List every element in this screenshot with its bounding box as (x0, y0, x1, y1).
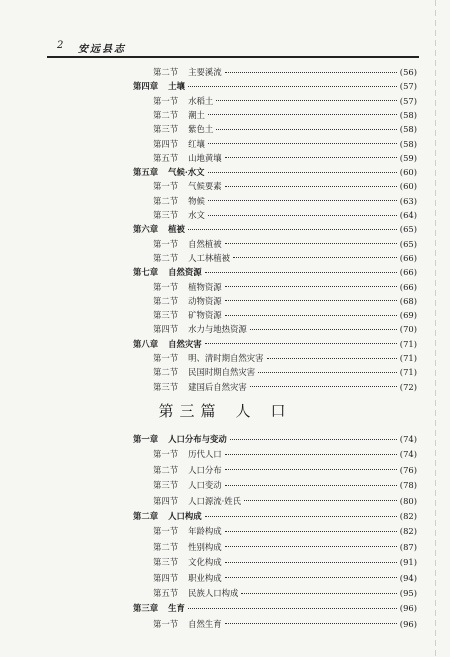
page-header (47, 40, 419, 58)
toc-section-row (153, 65, 417, 79)
toc-chapter-row (133, 432, 417, 446)
toc-title: 植物资源 (188, 281, 222, 292)
toc-title: 红壤 (188, 138, 205, 149)
toc-page: (96) (399, 618, 417, 629)
dot-leader (241, 593, 396, 594)
toc-section-row (153, 524, 417, 538)
toc-label: 第二节 (153, 195, 179, 206)
toc-section-row (153, 478, 417, 492)
toc-title: 文化构成 (188, 557, 222, 568)
toc-title: 植被 (168, 224, 185, 235)
dot-leader (188, 608, 397, 609)
toc-title: 气候要素 (188, 181, 222, 192)
dot-leader (225, 546, 397, 547)
dot-leader (244, 500, 397, 501)
toc-title: 自然灾害 (168, 338, 202, 349)
dot-leader (225, 300, 397, 301)
toc-page: (80) (399, 495, 417, 506)
dot-leader (225, 577, 397, 578)
toc-label: 第五章 (133, 167, 159, 178)
toc-label: 第二节 (153, 541, 179, 552)
part-word-2: 口 (270, 402, 292, 420)
toc-page: (68) (399, 295, 417, 306)
toc-label: 第八章 (133, 338, 159, 349)
toc-label: 第二节 (153, 109, 179, 120)
toc-title: 潮土 (188, 109, 205, 120)
toc-title: 物候 (188, 195, 205, 206)
toc-section-row (153, 94, 417, 108)
toc-title: 水文 (188, 210, 205, 220)
toc-chapter-row (133, 222, 417, 236)
toc-label: 第三节 (153, 124, 179, 135)
dot-leader (188, 86, 397, 87)
toc-page: (82) (399, 511, 417, 521)
toc-label: 第一节 (153, 618, 179, 629)
toc-label: 第三节 (153, 557, 179, 568)
dot-leader (225, 72, 397, 73)
toc-label: 第一节 (153, 238, 179, 249)
toc-title: 生育 (168, 603, 185, 614)
toc-page: (78) (399, 480, 417, 491)
toc-page: (65) (399, 224, 417, 235)
toc-label: 第二章 (133, 511, 159, 521)
dot-leader (225, 623, 397, 624)
toc-title: 矿物资源 (188, 310, 222, 321)
dot-leader (225, 485, 397, 486)
dot-leader (208, 200, 397, 201)
toc-label: 第一节 (153, 181, 179, 192)
toc-title: 性别构成 (188, 541, 222, 552)
toc-section-row (153, 237, 417, 251)
toc-page: (69) (399, 310, 417, 321)
dot-leader (225, 315, 397, 316)
toc-page: (66) (399, 252, 417, 263)
toc-page: (82) (399, 526, 417, 537)
toc-section-row (153, 380, 417, 394)
dot-leader (208, 215, 397, 216)
toc-label: 第五节 (153, 588, 179, 598)
toc-section-row (153, 463, 417, 477)
toc-label: 第四节 (153, 138, 179, 149)
dot-leader (250, 329, 397, 330)
dot-leader (205, 516, 397, 517)
toc-title: 主要溪流 (188, 67, 222, 77)
toc-label: 第四节 (153, 495, 179, 506)
toc-page: (91) (399, 557, 417, 568)
toc-section-row (153, 540, 417, 554)
toc-title: 自然生育 (188, 618, 222, 629)
toc-section-row (153, 494, 417, 508)
toc-chapter-row (133, 601, 417, 615)
toc-page: (58) (399, 109, 417, 120)
toc-label: 第六章 (133, 224, 159, 235)
toc-label: 第一节 (153, 281, 179, 292)
toc-page: (58) (399, 124, 417, 135)
toc-label: 第七章 (133, 267, 159, 278)
toc-title: 人口分布与变动 (168, 434, 227, 444)
toc-label: 第二节 (153, 367, 179, 378)
toc-label: 第三节 (153, 381, 179, 392)
toc-page: (63) (399, 195, 417, 206)
dot-leader (225, 562, 397, 563)
toc-label: 第二节 (153, 464, 179, 475)
toc-title: 建国后自然灾害 (188, 381, 247, 392)
toc-section-row (153, 294, 417, 308)
toc-page: (70) (399, 324, 417, 335)
dot-leader (225, 469, 397, 470)
toc-section-row (153, 194, 417, 208)
dot-leader (225, 157, 397, 158)
toc-page: (66) (399, 281, 417, 292)
dot-leader (216, 129, 397, 130)
toc-label: 第一节 (153, 353, 179, 363)
toc-page: (65) (399, 238, 417, 249)
toc-page: (94) (399, 572, 417, 583)
part-word-1: 人 (235, 402, 257, 420)
toc-label: 第四章 (133, 81, 159, 92)
toc-title: 人工林植被 (188, 252, 230, 263)
dot-leader (225, 186, 397, 187)
toc-title: 气候·水文 (168, 167, 205, 178)
dot-leader (267, 358, 397, 359)
toc-label: 第四节 (153, 324, 179, 335)
toc-title: 自然植被 (188, 238, 222, 249)
toc-chapter-row (133, 165, 417, 179)
part-number: 第三篇 (158, 402, 222, 420)
toc-title: 紫色土 (188, 124, 214, 135)
toc-section-row (153, 447, 417, 461)
toc-label: 第五节 (153, 152, 179, 163)
dot-leader (225, 286, 397, 287)
dot-leader (233, 257, 397, 258)
toc-section-row (153, 351, 417, 365)
toc-label: 第三节 (153, 310, 179, 321)
toc-page: (71) (399, 367, 417, 378)
scan-edge (435, 0, 436, 657)
toc-label: 第一章 (133, 434, 159, 444)
toc-section-row (153, 571, 417, 585)
toc-label: 第一节 (153, 95, 179, 106)
toc-page: (60) (399, 181, 417, 192)
dot-leader (250, 386, 397, 387)
dot-leader (225, 531, 397, 532)
dot-leader (205, 343, 397, 344)
toc-label: 第二节 (153, 67, 179, 77)
toc-page: (96) (399, 603, 417, 614)
dot-leader (225, 243, 397, 244)
toc-page: (57) (399, 81, 417, 92)
toc-page: (95) (399, 588, 417, 598)
toc-section-row (153, 151, 417, 165)
toc-page: (60) (399, 167, 417, 178)
book-title: 安远县志 (78, 44, 126, 55)
toc-label: 第二节 (153, 295, 179, 306)
dot-leader (188, 229, 397, 230)
toc-page: (58) (399, 138, 417, 149)
toc-section-row (153, 179, 417, 193)
dot-leader (208, 114, 397, 115)
toc-section-row (153, 208, 417, 222)
toc-page: (74) (399, 449, 417, 460)
toc-label: 第三章 (133, 603, 159, 614)
toc-section-row (153, 108, 417, 122)
dot-leader (230, 439, 397, 440)
toc-section-row (153, 555, 417, 569)
toc-title: 水力与地热资源 (188, 324, 247, 335)
toc-title: 民族人口构成 (188, 588, 239, 598)
toc-page: (71) (399, 338, 417, 349)
toc-chapter-row (133, 337, 417, 351)
toc-page: (64) (399, 210, 417, 220)
toc-title: 人口分布 (188, 464, 222, 475)
toc-label: 第二节 (153, 252, 179, 263)
dot-leader (205, 272, 397, 273)
toc-page: (72) (399, 381, 417, 392)
toc-page: (56) (399, 67, 417, 77)
toc-title: 明、清时期自然灾害 (188, 353, 264, 363)
toc-section-row (153, 322, 417, 336)
toc-section-row (153, 251, 417, 265)
toc-section-row (153, 280, 417, 294)
toc-chapter-row (133, 79, 417, 93)
page-number: 2 (57, 40, 64, 51)
toc-chapter-row (133, 265, 417, 279)
toc-page: (74) (399, 434, 417, 444)
toc-page: (76) (399, 464, 417, 475)
dot-leader (208, 143, 397, 144)
toc-label: 第三节 (153, 210, 179, 220)
toc-title: 动物资源 (188, 295, 222, 306)
dot-leader (216, 100, 397, 101)
toc-title: 历代人口 (188, 449, 222, 460)
toc-title: 人口构成 (168, 511, 202, 521)
toc-title: 人口变动 (188, 480, 222, 491)
dot-leader (225, 454, 397, 455)
toc-title: 人口源流·姓氏 (188, 495, 242, 506)
toc-page: (87) (399, 541, 417, 552)
toc-title: 民国时期自然灾害 (188, 367, 256, 378)
toc-section-row (153, 122, 417, 136)
dot-leader (208, 172, 397, 173)
toc-label: 第一节 (153, 449, 179, 460)
toc-title: 年龄构成 (188, 526, 222, 537)
toc-page: (71) (399, 353, 417, 363)
toc-label: 第一节 (153, 526, 179, 537)
toc-title: 自然资源 (168, 267, 202, 278)
toc-title: 职业构成 (188, 572, 222, 583)
toc-section-row (153, 617, 417, 631)
toc-title: 土壤 (168, 81, 185, 92)
toc-page: (66) (399, 267, 417, 278)
toc-chapter-row (133, 509, 417, 523)
toc-title: 山地黄壤 (188, 152, 222, 163)
toc-section-row (153, 137, 417, 151)
toc-section-row (153, 365, 417, 379)
toc-section-row (153, 308, 417, 322)
toc-page: (57) (399, 95, 417, 106)
toc-section-row (153, 586, 417, 600)
toc-label: 第三节 (153, 480, 179, 491)
part-title (0, 400, 450, 421)
dot-leader (258, 372, 397, 373)
toc-page: (59) (399, 152, 417, 163)
toc-label: 第四节 (153, 572, 179, 583)
toc-title: 水稻土 (188, 95, 214, 106)
